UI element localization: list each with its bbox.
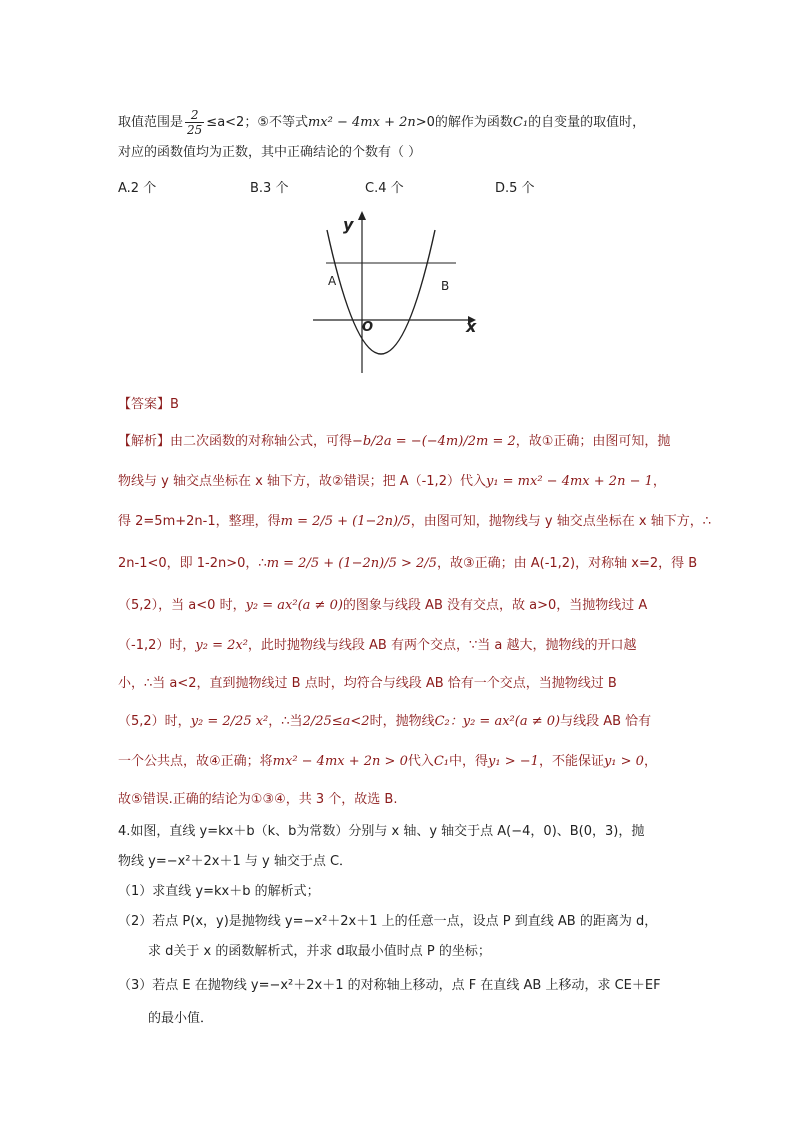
analysis-line-2: 物线与 y 轴交点坐标在 x 轴下方，故②错误；把 A（-1,2）代入y₁ = mx² − 4mx + 2n − 1， (118, 474, 666, 489)
q4-line-5: 求 d关于 x 的函数解析式，并求 d取最小值时点 P 的坐标； (148, 944, 491, 959)
answer-value: B (170, 397, 179, 412)
option-b: B.3 个 (250, 181, 289, 196)
q4-line-4: （2）若点 P(x，y)是抛物线 y=−x²＋2x＋1 上的任意一点，设点 P 到直线 AB 的距离为 d， (118, 914, 658, 929)
analysis-label: 【解析】 (118, 434, 171, 449)
analysis-line-7: 小，∴当 a<2，直到抛物线过 B 点时，均符合与线段 AB 恰有一个交点，当抛物线过 B (118, 676, 617, 691)
analysis-line-6: （-1,2）时，y₂ = 2x²，此时抛物线与线段 AB 有两个交点，∵当 a 越大，抛物线的开口越 (118, 638, 637, 653)
parabola-figure (310, 208, 480, 376)
q4-line-7: 的最小值． (148, 1011, 214, 1026)
analysis-line-1: 【解析】由二次函数的对称轴公式，可得−b/2a = −(−4m)/2m = 2，故①正确；由图可知，抛 (118, 434, 671, 449)
option-a: A.2 个 (118, 181, 157, 196)
analysis-line-8: （5,2）时，y₂ = 2/25 x²，∴当2/25≤a<2时，抛物线C₂：y₂ = ax²(a ≠ 0)与线段 AB 恰有 (118, 714, 652, 729)
analysis-line-9: 一个公共点，故④正确；将mx² − 4mx + 2n > 0代入C₁中，得y₁ > −1，不能保证y₁ > 0， (118, 754, 657, 769)
point-a-label: A (328, 274, 337, 288)
answer-line (118, 395, 179, 415)
analysis-line-10: 故⑤错误.正确的结论为①③④，共 3 个，故选 B. (118, 792, 398, 807)
fraction-2-25: $\frac{2}{25}$ (187, 108, 203, 137)
analysis-line-4: 2n-1<0，即 1-2n>0，∴m = 2/5 + (1−2n)/5 > 2/5，故③正确；由 A(-1,2)，对称轴 x=2，得 B (118, 556, 698, 571)
point-b-label: B (441, 279, 450, 293)
option-c: C.4 个 (365, 181, 404, 196)
x-axis-label: x (466, 317, 477, 336)
origin-label: O (362, 320, 374, 335)
q4-line-3: （1）求直线 y=kx＋b 的解析式； (118, 884, 320, 899)
parabola-curve (327, 230, 435, 354)
q4-line-2: 物线 y=−x²＋2x＋1 与 y 轴交于点 C． (118, 854, 353, 869)
y-axis-label: y (343, 215, 354, 234)
analysis-line-3: 得 2=5m+2n-1，整理，得m = 2/5 + (1−2n)/5，由图可知，抛物线与 y 轴交点坐标在 x 轴下方，∴ (118, 514, 711, 529)
y-axis-arrow (358, 211, 366, 220)
q3-line-1: 取值范围是 $\frac{2}{25}$ ≤a<2；⑤不等式mx² − 4mx + 2n>0的解作为函数C₁的自变量的取值时， (118, 108, 646, 137)
q4-line-1: 4.如图，直线 y=kx＋b（k、b为常数）分别与 x 轴、y 轴交于点 A(−4，0)、B(0，3)，抛 (118, 824, 645, 839)
q3-line-2: 对应的函数值均为正数，其中正确结论的个数有（ ） (118, 145, 422, 160)
option-d: D.5 个 (495, 181, 535, 196)
answer-label: 【答案】 (118, 397, 171, 412)
analysis-line-5: （5,2），当 a<0 时，y₂ = ax²(a ≠ 0)的图象与线段 AB 没有交点，故 a>0，当抛物线过 A (118, 598, 648, 613)
q4-line-6: （3）若点 E 在抛物线 y=−x²＋2x＋1 的对称轴上移动，点 F 在直线 AB 上移动，求 CE＋EF (118, 978, 661, 993)
